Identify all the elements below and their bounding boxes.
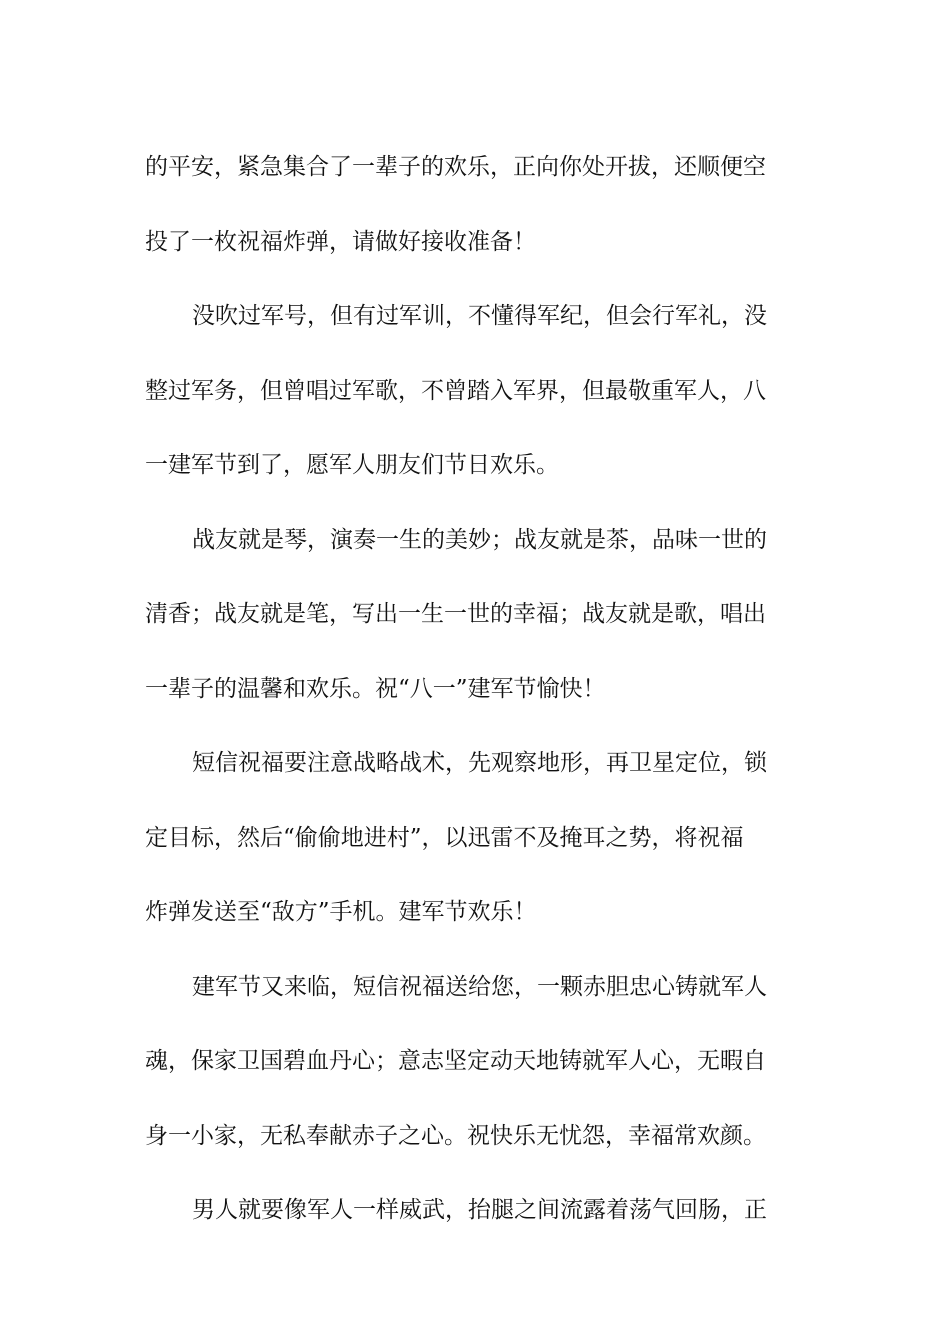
text-line: 投了一枚祝福炸弹，请做好接收准备！ (145, 228, 536, 255)
paragraph-first-line: 建军节又来临，短信祝福送给您，一颗赤胆忠心铸就军人 (192, 973, 767, 1000)
paragraph-first-line: 男人就要像军人一样威武，抬腿之间流露着荡气回肠，正 (192, 1197, 767, 1223)
text-line: 整过军务，但曾唱过军歌，不曾踏入军界，但最敬重军人，八 (145, 377, 766, 404)
text-line: 一辈子的温馨和欢乐。祝“八一”建军节愉快！ (145, 675, 606, 702)
body-text (145, 130, 807, 1248)
text-line: 清香；战友就是笔，写出一生一世的幸福；战友就是歌，唱出 (145, 601, 766, 627)
paragraph-first-line: 战友就是琴，演奏一生的美妙；战友就是茶，品味一世的 (192, 526, 767, 553)
text-line: 的平安，紧急集合了一辈子的欢乐，正向你处开拔，还顺便空 (145, 154, 766, 180)
text-line: 一建军节到了，愿军人朋友们节日欢乐。 (145, 452, 559, 478)
text-line: 炸弹发送至“敌方”手机。建军节欢乐！ (145, 899, 537, 925)
paragraph-first-line: 没吹过军号，但有过军训，不懂得军纪，但会行军礼，没 (192, 303, 767, 329)
text-line: 魂，保家卫国碧血丹心；意志坚定动天地铸就军人心，无暇自 (145, 1048, 766, 1074)
text-line: 身一小家，无私奉献赤子之心。祝快乐无忧怨，幸福常欢颜。 (145, 1122, 766, 1149)
paragraph-first-line: 短信祝福要注意战略战术，先观察地形，再卫星定位，锁 (192, 750, 767, 776)
text-line: 定目标，然后“偷偷地进村”，以迅雷不及掩耳之势，将祝福 (145, 824, 744, 851)
